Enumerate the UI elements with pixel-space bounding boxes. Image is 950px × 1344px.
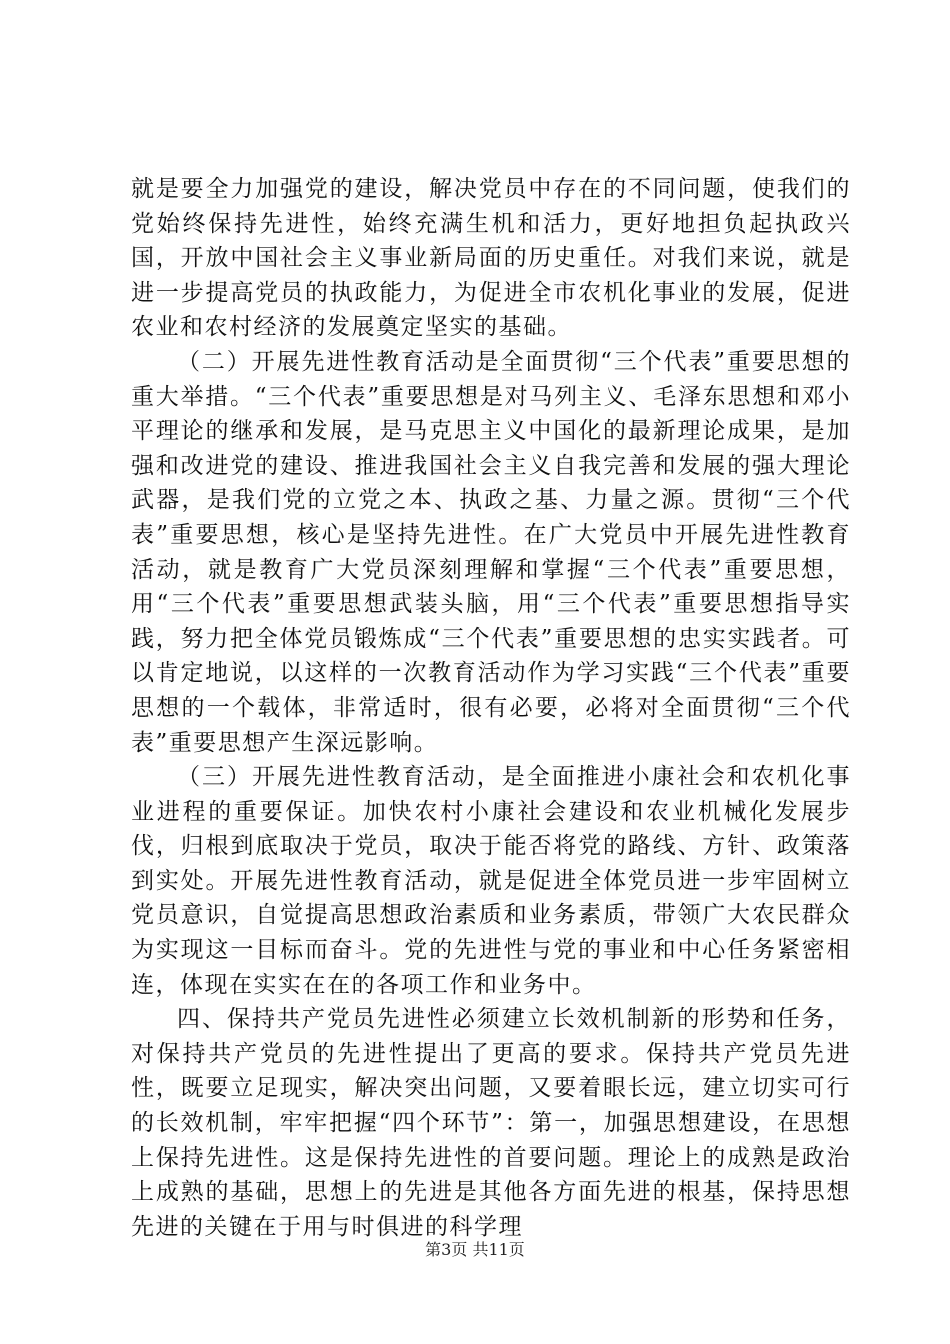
- paragraph-section-four: 四、保持共产党员先进性必须建立长效机制新的形势和任务，对保持共产党员的先进性提出了更高的要求。保持共产党员先进性，既要立足现实，解决突出问题，又要着眼长远，建立切实可行的长效机制，牢牢把握“四个环节”：第一，加强思想建设，在思想上保持先进性。这是保持先进性的首要问题。理论上的成熟是政治上成熟的基础，思想上的先进是其他各方面先进的根基，保持思想先进的关键在于用与时俱进的科学理: [131, 1006, 851, 1240]
- page-number-footer: 第3页 共11页: [425, 1240, 525, 1259]
- paragraph-continued: 就是要全力加强党的建设，解决党员中存在的不同问题，使我们的党始终保持先进性，始终充满生机和活力，更好地担负起执政兴国，开放中国社会主义事业新局面的历史重任。对我们来说，就是进一步提高党员的执政能力，为促进全市农机化事业的发展，促进农业和农村经济的发展奠定坚实的基础。: [131, 176, 851, 341]
- paragraph-section-three: （三）开展先进性教育活动，是全面推进小康社会和农机化事业进程的重要保证。加快农村小康社会建设和农业机械化发展步伐，归根到底取决于党员，取决于能否将党的路线、方针、政策落到实处。开展先进性教育活动，就是促进全体党员进一步牢固树立党员意识，自觉提高思想政治素质和业务素质，带领广大农民群众为实现这一目标而奋斗。党的先进性与党的事业和中心任务紧密相连，体现在实实在在的各项工作和业务中。: [131, 764, 851, 998]
- document-body: [131, 172, 851, 1244]
- paragraph-section-two: （二）开展先进性教育活动是全面贯彻“三个代表”重要思想的重大举措。“三个代表”重要思想是对马列主义、毛泽东思想和邓小平理论的继承和发展，是马克思主义中国化的最新理论成果，是加强和改进党的建设、推进我国社会主义自我完善和发展的强大理论武器，是我们党的立党之本、执政之基、力量之源。贯彻“三个代表”重要思想，核心是坚持先进性。在广大党员中开展先进性教育活动，就是教育广大党员深刻理解和掌握“三个代表”重要思想，用“三个代表”重要思想武装头脑，用“三个代表”重要思想指导实践，努力把全体党员锻炼成“三个代表”重要思想的忠实实践者。可以肯定地说，以这样的一次教育活动作为学习实践“三个代表”重要思想的一个载体，非常适时，很有必要，必将对全面贯彻“三个代表”重要思想产生深远影响。: [131, 348, 851, 756]
